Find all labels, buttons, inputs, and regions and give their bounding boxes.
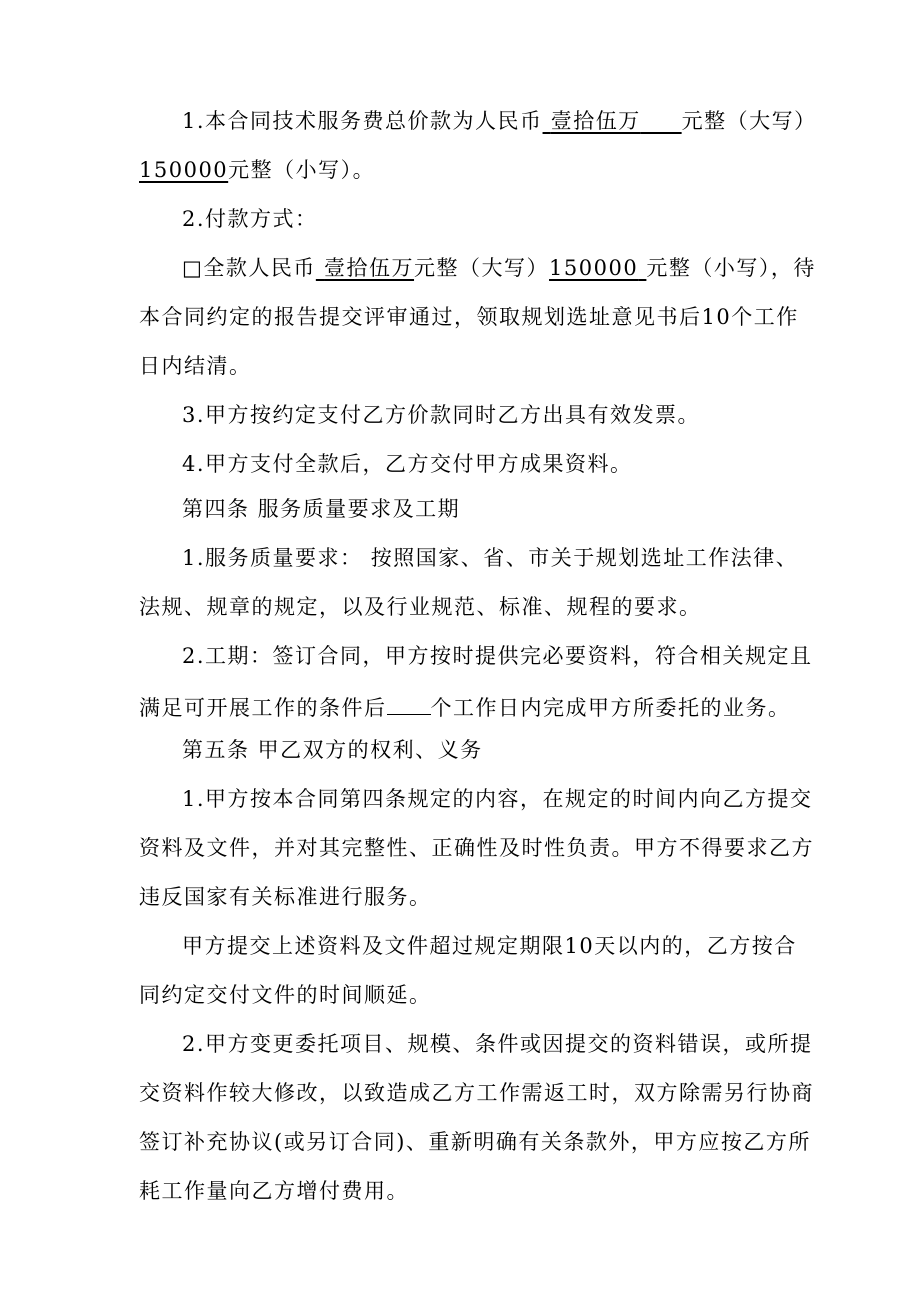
full-payment-amount-lower: 150000 — [549, 256, 639, 280]
full-payment-unit-lower: 元整（小写），待 — [646, 256, 816, 280]
quality-requirement-line-2: 法规、规章的规定，以及行业规范、标准、规程的要求。 — [139, 595, 702, 619]
article-5-heading: 第五条 甲乙双方的权利、义务 — [182, 738, 483, 762]
delay-clause-line-2: 同约定交付文件的时间顺延。 — [139, 983, 432, 1007]
change-clause-line-1: 2.甲方变更委托项目、规模、条件或因提交的资料错误，或所提 — [182, 1032, 813, 1056]
full-payment-line-2: 本合同约定的报告提交评审通过，领取规划选址意见书后10个工作 — [139, 305, 799, 329]
full-payment-line-1 — [0, 253, 920, 283]
schedule-clause-line-2 — [0, 690, 920, 720]
full-payment-line-3: 日内结清。 — [139, 354, 252, 378]
payment-method-heading: 2.付款方式： — [182, 207, 318, 231]
change-clause-line-3: 签订补充协议(或另订合同)、重新明确有关条款外，甲方应按乙方所 — [139, 1130, 811, 1154]
schedule-clause-line-1: 2.工期：签订合同，甲方按时提供完必要资料，符合相关规定且 — [182, 644, 813, 668]
full-payment-text: 全款人民币 — [203, 256, 316, 280]
schedule-clause-text-a: 满足可开展工作的条件后 — [139, 696, 387, 720]
fee-unit-lower: 元整（小写）。 — [228, 158, 376, 182]
deliverables-clause: 4.甲方支付全款后，乙方交付甲方成果资料。 — [182, 452, 633, 476]
party-a-duty-line-3: 违反国家有关标准进行服务。 — [139, 885, 432, 909]
fee-total-line-2 — [0, 155, 920, 185]
invoice-clause: 3.甲方按约定支付乙方价款同时乙方出具有效发票。 — [182, 403, 701, 427]
party-a-duty-line-1: 1.甲方按本合同第四条规定的内容，在规定的时间内向乙方提交 — [182, 787, 813, 811]
full-payment-checkbox-icon: □ — [182, 256, 204, 280]
fee-amount-lower: 150000 — [139, 158, 229, 182]
full-payment-amount-upper: 壹拾伍万 — [324, 256, 415, 280]
schedule-clause-text-b: 个工作日内完成甲方所委托的业务。 — [430, 696, 791, 720]
change-clause-line-2: 交资料作较大修改，以致造成乙方工作需返工时，双方除需另行协商 — [139, 1081, 814, 1105]
fee-unit-upper: 元整（大写） — [681, 109, 817, 133]
delay-clause-line-1: 甲方提交上述资料及文件超过规定期限10天以内的，乙方按合 — [182, 934, 797, 958]
fee-total-line-1 — [0, 106, 920, 136]
change-clause-line-4: 耗工作量向乙方增付费用。 — [139, 1179, 409, 1203]
full-payment-unit-upper: 元整（大写） — [414, 256, 550, 280]
quality-requirement-line-1: 1.服务质量要求： 按照国家、省、市关于规划选址工作法律、 — [182, 546, 799, 570]
article-4-heading: 第四条 服务质量要求及工期 — [182, 497, 461, 521]
fee-total-text: 1.本合同技术服务费总价款为人民币 — [182, 109, 543, 133]
workdays-blank — [387, 690, 431, 715]
party-a-duty-line-2: 资料及文件，并对其完整性、正确性及时性负责。甲方不得要求乙方 — [139, 836, 814, 860]
fee-amount-upper: 壹拾伍万 — [550, 109, 641, 133]
